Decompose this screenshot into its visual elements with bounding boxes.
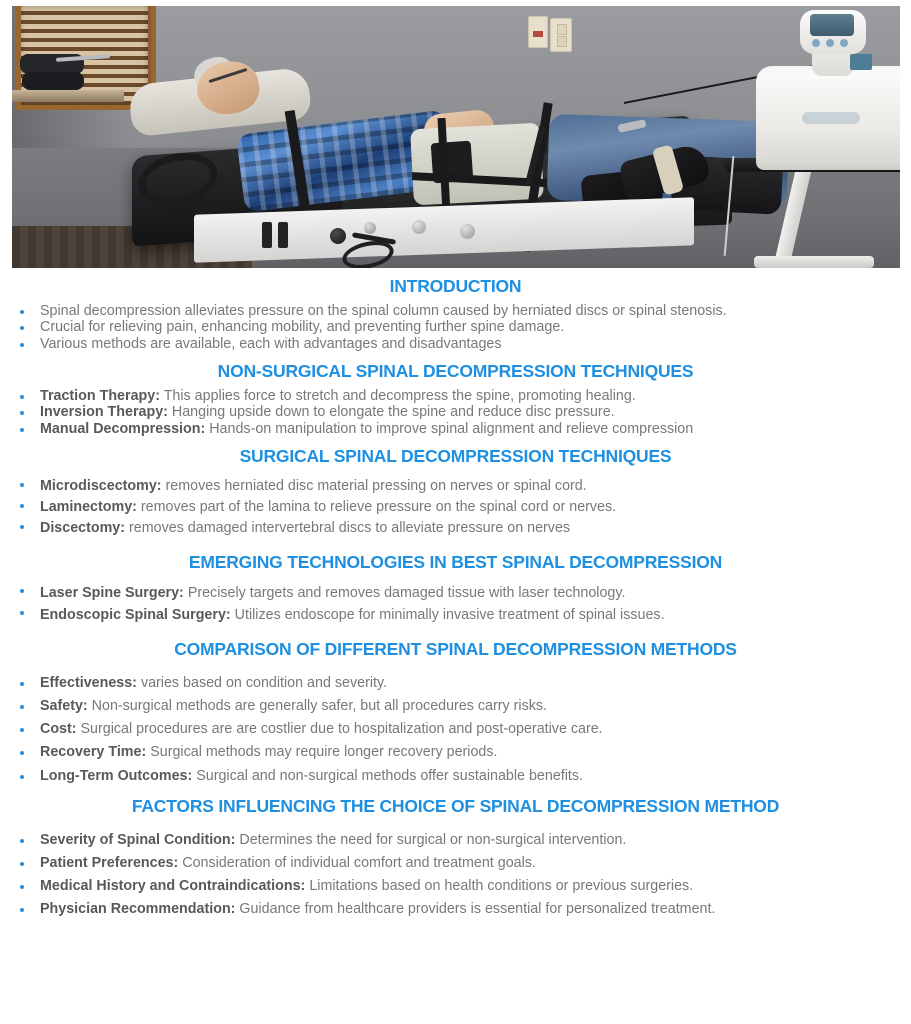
table-knob-silver-two <box>412 220 426 234</box>
list-item-label: Traction Therapy: <box>40 387 160 404</box>
list-item-label: Inversion Therapy: <box>40 404 168 421</box>
list-item <box>0 303 911 319</box>
pelvic-harness <box>410 123 544 206</box>
section-heading: EMERGING TECHNOLOGIES IN BEST SPINAL DECOMPRESSION <box>188 552 723 573</box>
list-item <box>0 497 911 518</box>
list-item-text: Surgical and non-surgical methods offer sustainable benefits. <box>196 767 584 784</box>
bullet-list <box>0 829 911 922</box>
list-item-label: Cost: <box>40 721 77 738</box>
section-heading: INTRODUCTION <box>389 276 522 296</box>
list-item-label: Safety: <box>40 698 88 715</box>
list-item-label: Long-Term Outcomes: <box>40 767 193 784</box>
list-item <box>0 582 911 604</box>
machine-base-foot <box>754 256 874 268</box>
spinal-decompression-photo <box>12 6 900 268</box>
list-item-text: Hanging upside down to elongate the spine and reduce disc pressure. <box>171 404 615 421</box>
list-item-label: Laser Spine Surgery: <box>40 584 184 601</box>
list-item <box>0 518 911 539</box>
list-item <box>0 388 911 404</box>
list-item-text: Crucial for relieving pain, enhancing mobility, and preventing further spine damage. <box>40 319 565 336</box>
bullet-list <box>0 672 911 788</box>
table-control-panel <box>312 218 512 248</box>
list-item <box>0 319 911 335</box>
article-content <box>0 276 911 922</box>
section-introduction <box>0 276 911 352</box>
section-surgical-techniques <box>0 446 911 539</box>
section-heading: NON-SURGICAL SPINAL DECOMPRESSION TECHNIQUES <box>217 361 694 382</box>
table-knob-silver-one <box>364 222 376 234</box>
list-item-label: Microdiscectomy: <box>40 478 162 495</box>
section-heading: SURGICAL SPINAL DECOMPRESSION TECHNIQUES <box>239 446 672 467</box>
machine-side-badge <box>850 54 872 70</box>
list-item <box>0 829 911 852</box>
list-item-label: Manual Decompression: <box>40 420 206 437</box>
machine-button-three <box>840 39 848 47</box>
list-item-label: Physician Recommendation: <box>40 901 236 918</box>
list-item <box>0 898 911 921</box>
list-item-text: removes part of the lamina to relieve pressure on the spinal cord or nerves. <box>140 499 617 516</box>
list-item-text: Hands-on manipulation to improve spinal alignment and relieve compression <box>209 420 694 437</box>
list-item-label: Severity of Spinal Condition: <box>40 831 236 848</box>
list-item-text: Various methods are available, each with advantages and disadvantages <box>40 335 502 352</box>
list-item-text: Determines the need for surgical or non-surgical intervention. <box>239 831 627 848</box>
section-non-surgical-techniques <box>0 361 911 437</box>
list-item-text: This applies force to stretch and decompress the spine, promoting healing. <box>163 387 636 404</box>
list-item-text: Precisely targets and removes damaged tissue with laser technology. <box>187 584 626 601</box>
list-item <box>0 421 911 437</box>
machine-button-one <box>812 39 820 47</box>
list-item <box>0 404 911 420</box>
list-item <box>0 875 911 898</box>
bullet-list <box>0 303 911 352</box>
table-knob-black <box>330 228 346 244</box>
bullet-list <box>0 582 911 626</box>
list-item-text: Utilizes endoscope for minimally invasive treatment of spinal issues. <box>234 606 665 623</box>
list-item-label: Patient Preferences: <box>40 854 179 871</box>
list-item-label: Laminectomy: <box>40 499 137 516</box>
list-item-text: removes damaged intervertebral discs to alleviate pressure on nerves <box>129 520 571 537</box>
list-item <box>0 765 911 788</box>
list-item-label: Discectomy: <box>40 520 126 537</box>
section-comparison <box>0 639 911 788</box>
list-item <box>0 852 911 875</box>
bullet-list <box>0 476 911 539</box>
list-item <box>0 476 911 497</box>
list-item-label: Effectiveness: <box>40 674 137 691</box>
list-item-text: Surgical procedures are are costlier due to hospitalization and post-operative care. <box>80 721 603 738</box>
wall-light-switch <box>528 16 548 48</box>
list-item <box>0 741 911 764</box>
list-item-label: Recovery Time: <box>40 744 147 761</box>
machine-display-screen <box>810 14 854 36</box>
list-item-text: Surgical methods may require longer recovery periods. <box>150 744 498 761</box>
list-item-text: removes herniated disc material pressing on nerves or spinal cord. <box>165 478 587 495</box>
shelf-equipment-lower <box>22 72 84 90</box>
list-item-text: varies based on condition and severity. <box>140 674 388 691</box>
list-item-text: Non-surgical methods are generally safer, but all procedures carry risks. <box>91 698 547 715</box>
list-item <box>0 718 911 741</box>
list-item-text: Guidance from healthcare providers is essential for personalized treatment. <box>239 901 716 918</box>
list-item-text: Limitations based on health conditions or previous surgeries. <box>309 878 694 895</box>
list-item-label: Endoscopic Spinal Surgery: <box>40 606 231 623</box>
section-emerging-technologies <box>0 552 911 626</box>
list-item-text: Consideration of individual comfort and treatment goals. <box>182 854 536 871</box>
section-heading: COMPARISON OF DIFFERENT SPINAL DECOMPRESSION METHODS <box>174 638 737 659</box>
wall-power-outlet <box>550 18 572 52</box>
table-switch-two <box>278 222 288 248</box>
list-item <box>0 695 911 718</box>
section-heading: FACTORS INFLUENCING THE CHOICE OF SPINAL DECOMPRESSION METHOD <box>131 795 780 816</box>
list-item <box>0 604 911 626</box>
list-item-label: Medical History and Contraindications: <box>40 878 306 895</box>
machine-brand-logo <box>802 112 860 124</box>
list-item <box>0 672 911 695</box>
machine-button-two <box>826 39 834 47</box>
bullet-list <box>0 388 911 437</box>
table-knob-silver-three <box>460 224 475 239</box>
clinic-room-scene <box>12 6 900 268</box>
table-switch-one <box>262 222 272 248</box>
section-factors-influencing-choice <box>0 796 911 922</box>
list-item-text: Spinal decompression alleviates pressure on the spinal column caused by herniated discs or spinal stenosis. <box>40 302 727 319</box>
list-item <box>0 336 911 352</box>
wall-shelf <box>12 90 124 102</box>
